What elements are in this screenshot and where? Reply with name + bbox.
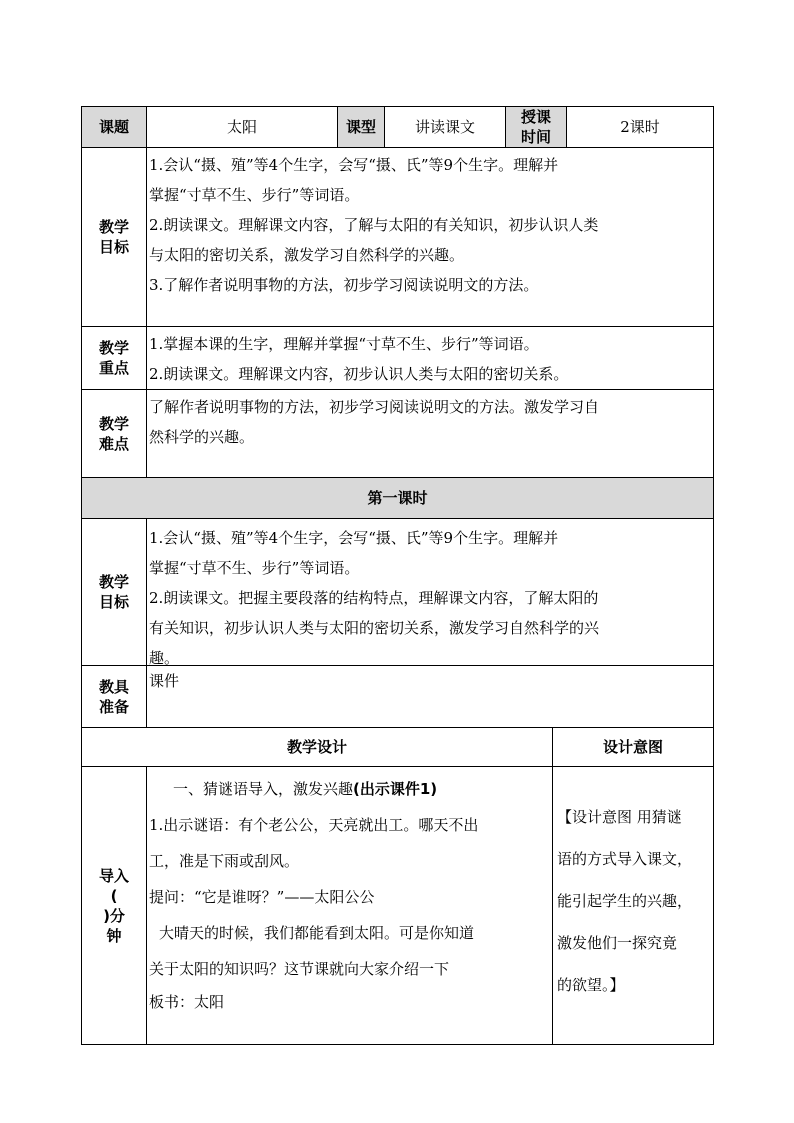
intro-line: 板书：太阳 <box>149 993 225 1011</box>
intro-heading-text: 一、猜谜语导入，激发兴趣 <box>173 780 354 798</box>
materials-value: 课件 <box>149 672 180 690</box>
intro-content <box>146 766 553 1045</box>
difficulties-content <box>146 389 714 478</box>
goals-label-line-1: 教学 <box>98 218 129 236</box>
goals-line: 1.会认“摄、殖”等4个生字，会写“摄、氏”等9个生字。理解并 <box>149 156 559 174</box>
goals-line: 与太阳的密切关系，激发学习自然科学的兴趣。 <box>149 246 465 264</box>
lesson-goals-label-line-2: 目标 <box>98 593 129 611</box>
intro-label <box>81 766 147 1045</box>
materials-label-line-2: 准备 <box>98 697 129 716</box>
intent-line: 语的方式导入课文， <box>557 850 693 868</box>
time-label-line-2: 时间 <box>520 128 551 146</box>
intent-line: 能引起学生的兴趣， <box>557 892 693 910</box>
goals-label-line-2: 目标 <box>98 238 129 256</box>
intent-header: 设计意图 <box>552 727 714 767</box>
intro-heading <box>149 771 550 807</box>
lesson-goals-label <box>81 518 147 666</box>
difficulties-line: 然科学的兴趣。 <box>149 428 255 446</box>
type-value: 讲读课文 <box>384 106 506 148</box>
lesson-goals-line: 有关知识，初步认识人类与太阳的密切关系，激发学习自然科学的兴 <box>149 619 600 637</box>
difficulties-label-line-2: 难点 <box>98 434 129 453</box>
key-points-line: 2.朗读课文。理解课文内容，初步认识人类与太阳的密切关系。 <box>149 365 569 383</box>
topic-label: 课题 <box>81 106 147 148</box>
goals-line: 3.了解作者说明事物的方法，初步学习阅读说明文的方法。 <box>149 276 539 294</box>
materials-label-line-1: 教具 <box>98 677 129 696</box>
goals-label <box>81 147 147 327</box>
intro-heading-note: (出示课件1) <box>353 780 438 798</box>
difficulties-line: 了解作者说明事物的方法，初步学习阅读说明文的方法。激发学习自 <box>149 398 600 416</box>
intent-line: 激发他们一探究竟 <box>557 934 678 952</box>
time-label <box>505 106 567 148</box>
design-header: 教学设计 <box>81 727 553 767</box>
goals-content <box>146 147 714 327</box>
intent-line: 的欲望。】 <box>557 976 625 994</box>
intro-label-line-2 <box>100 886 128 926</box>
intro-label-line-3: 钟 <box>106 926 122 945</box>
lesson-goals-line: 趣。 <box>149 649 180 666</box>
key-points-label-line-2: 重点 <box>98 359 129 377</box>
intro-intent <box>552 766 714 1045</box>
materials-label <box>81 665 147 728</box>
lesson-goals-line: 1.会认“摄、殖”等4个生字，会写“摄、氏”等9个生字。理解并 <box>149 529 559 547</box>
time-value: 2课时 <box>566 106 714 148</box>
intro-line: 1.出示谜语：有个老公公，天亮就出工。哪天不出 <box>149 816 479 834</box>
topic-value: 太阳 <box>146 106 338 148</box>
goals-line: 掌握“寸草不生、步行”等词语。 <box>149 186 360 204</box>
duration-close: )分 <box>103 906 125 925</box>
time-label-line-1: 授课 <box>520 108 551 126</box>
duration-open: ( <box>110 886 118 905</box>
key-points-content <box>146 326 714 390</box>
section-title: 第一课时 <box>81 477 714 519</box>
intro-label-line-1: 导入 <box>98 866 129 885</box>
key-points-line: 1.掌握本课的生字，理解并掌握“寸草不生、步行”等词语。 <box>149 335 539 353</box>
intro-line: 大晴天的时候，我们都能看到太阳。可是你知道 <box>159 924 475 942</box>
lesson-goals-line: 2.朗读课文。把握主要段落的结构特点，理解课文内容，了解太阳的 <box>149 589 599 607</box>
key-points-label-line-1: 教学 <box>98 339 129 357</box>
lesson-goals-line: 掌握“寸草不生、步行”等词语。 <box>149 559 360 577</box>
lesson-goals-content <box>146 518 714 666</box>
goals-line: 2.朗读课文。理解课文内容，了解与太阳的有关知识，初步认识人类 <box>149 216 599 234</box>
materials-content <box>146 665 714 728</box>
intent-line: 【设计意图 用猜谜 <box>557 808 682 826</box>
difficulties-label-line-1: 教学 <box>98 414 129 433</box>
intro-line: 提问：“它是谁呀？”——太阳公公 <box>149 888 375 906</box>
type-label: 课型 <box>337 106 385 148</box>
lesson-goals-label-line-1: 教学 <box>98 573 129 591</box>
key-points-label <box>81 326 147 390</box>
intro-line: 关于太阳的知识吗？这节课就向大家介绍一下 <box>149 960 450 978</box>
intro-line: 工，准是下雨或刮风。 <box>149 852 300 870</box>
difficulties-label <box>81 389 147 478</box>
